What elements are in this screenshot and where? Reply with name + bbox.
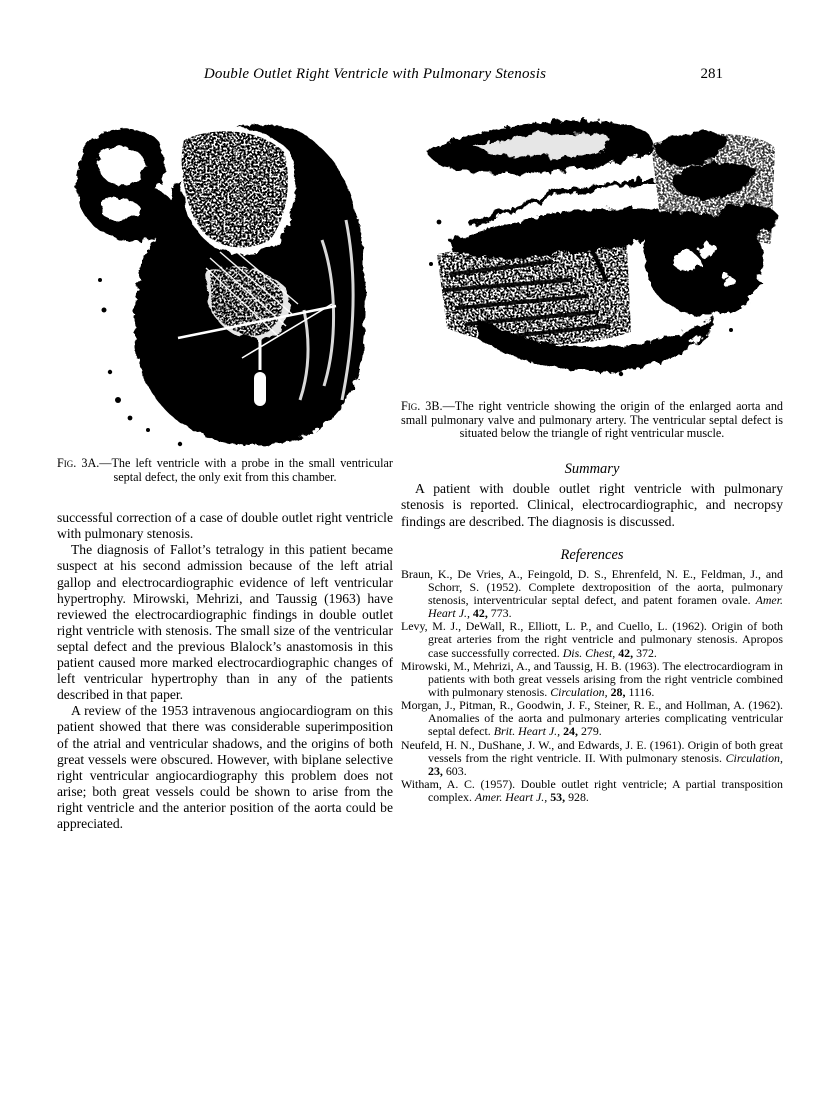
left-column	[57, 100, 393, 832]
heart-specimen-photo-3a	[60, 100, 390, 452]
reference-journal: Circulation,	[725, 750, 783, 765]
reference-text: Neufeld, H. N., DuShane, J. W., and Edwards, J. E. (1961). Origin of both great vessels from the right ventricle. II. With pulmonary stenosis.	[401, 737, 783, 765]
reference-item	[401, 778, 783, 804]
reference-item	[401, 660, 783, 699]
reference-text: Morgan, J., Pitman, R., Goodwin, J. F., Steiner, R. E., and Hollman, A. (1962). Anomalies of the aorta and pulmonary arteries complicating ventricular septal defect.	[401, 698, 783, 739]
reference-list	[401, 568, 783, 805]
reference-pages: 372.	[636, 645, 657, 660]
reference-volume: 28,	[610, 684, 626, 699]
reference-journal: Dis. Chest,	[562, 645, 616, 660]
figure-3a-caption-text: —The left ventricle with a probe in the small ventricular septal defect, the only exit from this chamber.	[99, 456, 393, 484]
reference-volume: 23,	[428, 763, 443, 778]
figure-3a-caption	[57, 457, 393, 484]
figure-3a-label: Fig. 3A.	[57, 456, 100, 470]
body-paragraph: successful correction of a case of double outlet right ventricle with pulmonary stenosis.	[57, 510, 393, 542]
reference-pages: 603.	[445, 763, 467, 778]
reference-text: Levy, M. J., DeWall, R., Elliott, L. P., and Cuello, L. (1962). Origin of both great arteries from the right ventricle and pulmonary stenosis. Apropos case successfully corrected.	[401, 619, 783, 660]
journal-page	[57, 66, 783, 832]
figure-3a	[57, 100, 393, 484]
reference-item	[401, 739, 783, 778]
right-column	[401, 100, 783, 804]
reference-volume: 42,	[618, 645, 634, 660]
reference-journal: Amer. Heart J.,	[428, 592, 783, 621]
reference-journal: Amer. Heart J.,	[474, 790, 548, 805]
reference-journal: Brit. Heart J.,	[493, 724, 561, 739]
figure-3b	[401, 104, 783, 441]
figure-3b-caption-text: —The right ventricle showing the origin of the enlarged aorta and small pulmonary valve and pulmonary artery. The ventricular septal defect is situated below the triangle of right ventricular muscle.	[401, 399, 784, 441]
page-number: 281	[700, 66, 723, 82]
reference-volume: 53,	[550, 790, 566, 805]
figure-3b-caption	[401, 400, 783, 441]
references-heading: References	[560, 546, 624, 563]
body-paragraph: The diagnosis of Fallot’s tetralogy in this patient became suspect at his second admission because of the left atrial gallop and electrocardiographic evidence of left ventricular hypertrophy. Mirowski, Mehrizi, and Taussig (1963) have reviewed the electrocardiographic findings in double outlet right ventricle with stenosis. The small size of the ventricular septal defect and the previous Blalock’s anastomosis in this patient caused more marked electrocardiographic changes of left ventricular hypertrophy than in any of the patients described in that paper.	[57, 542, 393, 703]
summary-heading: Summary	[564, 460, 620, 477]
two-column-layout	[57, 100, 783, 832]
article-body	[57, 510, 393, 832]
running-head-title: Double Outlet Right Ventricle with Pulmonary Stenosis	[203, 66, 547, 82]
reference-item	[401, 620, 783, 659]
reference-pages: 928.	[568, 790, 589, 805]
reference-text: Mirowski, M., Mehrizi, A., and Taussig, H. B. (1963). The electrocardiogram in patients with both great vessels arising from the right ventricle combined with pulmonary stenosis.	[401, 658, 783, 699]
heart-specimen-photo-3b	[401, 104, 781, 392]
figure-3b-label: Fig. 3B.	[401, 399, 443, 413]
reference-volume: 24,	[563, 724, 578, 739]
running-head	[57, 66, 783, 86]
reference-pages: 279.	[580, 724, 602, 739]
body-paragraph: A review of the 1953 intravenous angiocardiogram on this patient showed that there was considerable superimposition of the atrial and ventricular shadows, and the origins of both great vessels were obscured. However, with biplane selective right ventricular angiocardiography this problem does not arise; both great vessels could be shown to arise from the right ventricle and the anterior position of the aorta could be appreciated.	[57, 703, 393, 831]
reference-volume: 42,	[472, 606, 488, 621]
reference-text: Witham, A. C. (1957). Double outlet right ventricle; A partial transposition complex.	[401, 777, 783, 805]
reference-item	[401, 699, 783, 738]
reference-item	[401, 568, 783, 621]
reference-pages: 1116.	[628, 684, 655, 699]
reference-text: Braun, K., De Vries, A., Feingold, D. S., Ehrenfeld, N. E., Feldman, J., and Schorr, S. (1952). Complete dextroposition of the aorta, pulmonary stenosis, interventricular septal defect, and patent foramen ovale.	[401, 566, 783, 607]
reference-journal: Circulation,	[550, 684, 608, 699]
summary-text: A patient with double outlet right ventricle with pulmonary stenosis is reported. Clinical, electrocardiographic, and necropsy findings are described. The diagnosis is discussed.	[401, 480, 783, 529]
reference-pages: 773.	[490, 606, 512, 621]
